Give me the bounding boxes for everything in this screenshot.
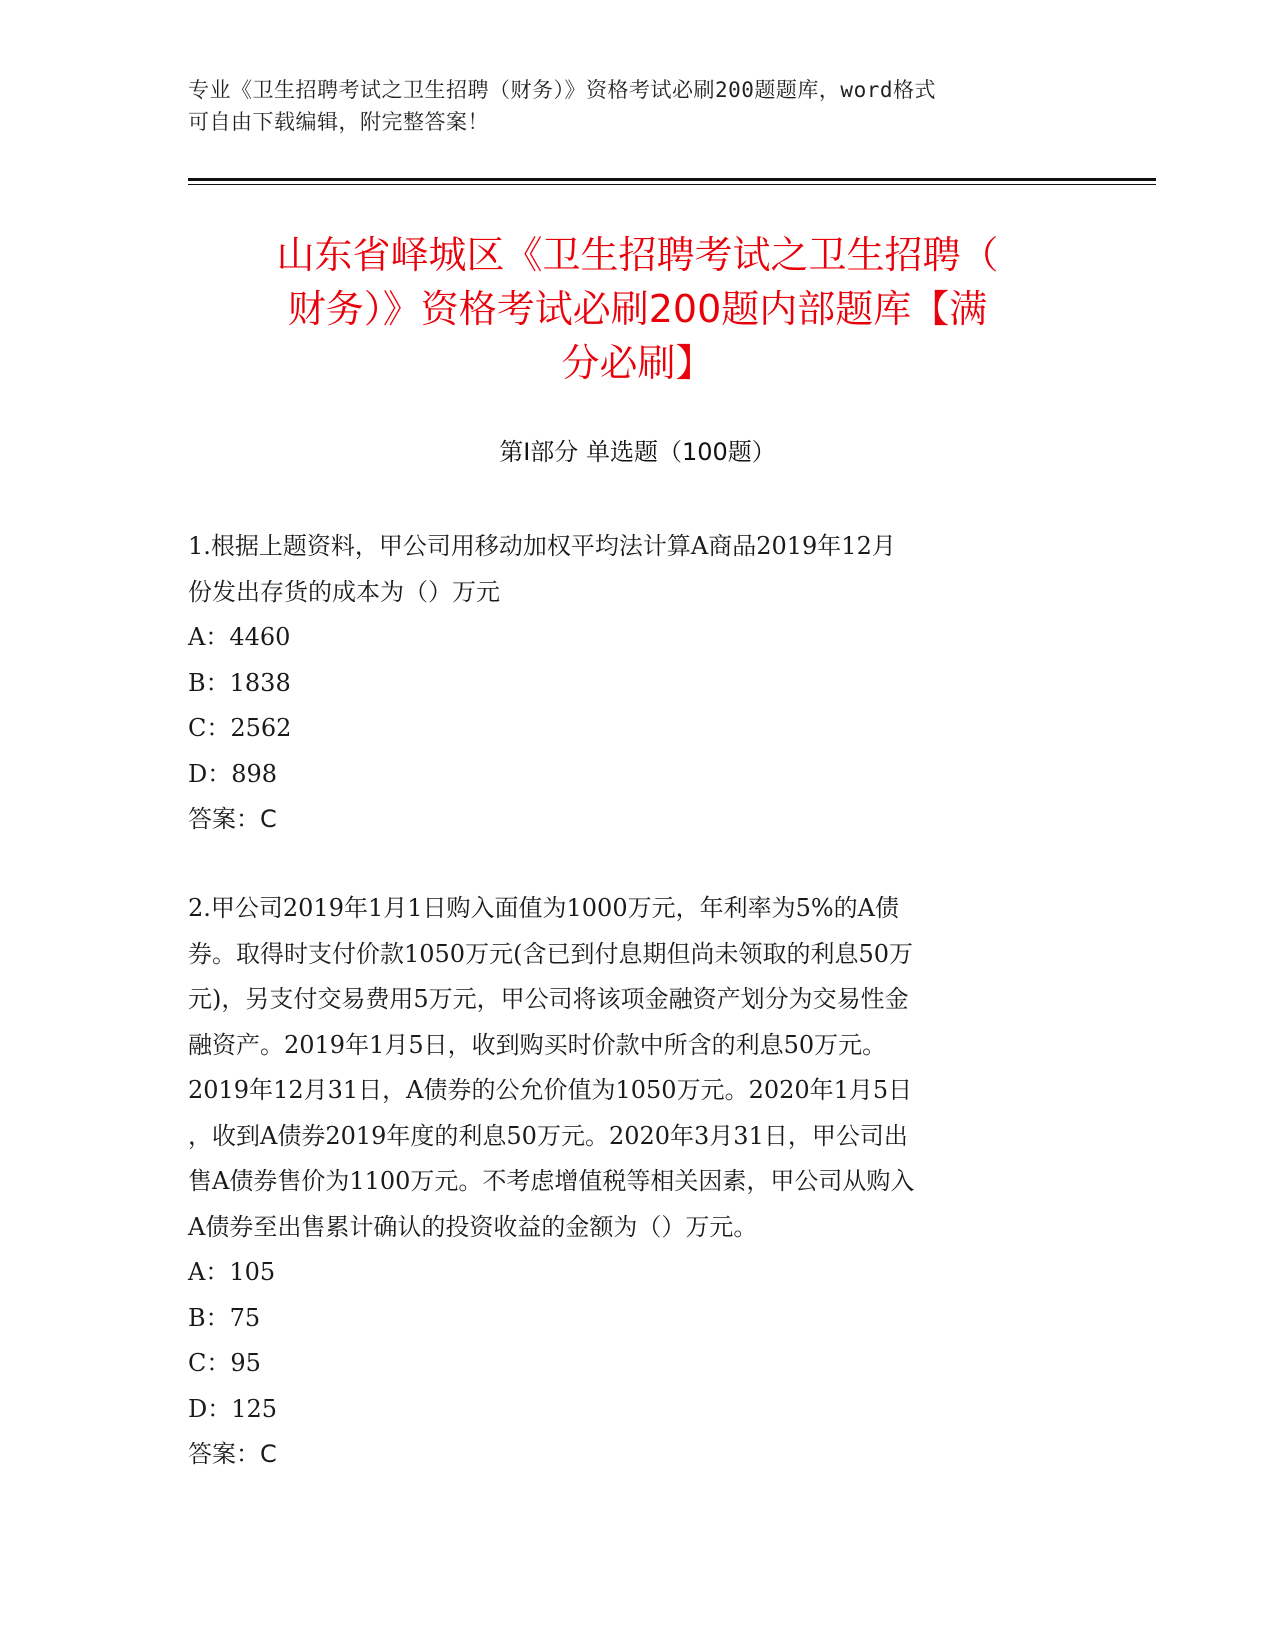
option-b: B：75 (188, 1303, 261, 1332)
answer-line: 答案：C (188, 805, 277, 833)
question-stem-line: 券。取得时支付价款1050万元(含已到付息期但尚未领取的利息50万 (188, 939, 913, 968)
page-title-line-3: 分必刷】 (561, 341, 714, 385)
option-a: A：4460 (188, 623, 291, 651)
header-divider-thick (188, 178, 1156, 181)
question-stem-line: A债券至出售累计确认的投资收益的金额为（）万元。 (188, 1212, 758, 1241)
header-note-line-2: 可自由下载编辑，附完整答案！ (188, 110, 489, 134)
option-d: D：125 (188, 1394, 278, 1423)
question-stem-line: ，收到A债券2019年度的利息50万元。2020年3月31日，甲公司出 (188, 1121, 908, 1150)
page-title-line-1: 山东省峄城区《卫生招聘考试之卫生招聘（ (276, 233, 999, 277)
section-heading: 第Ⅰ部分 单选题（100题） (499, 438, 776, 466)
question-stem-line: 1.根据上题资料，甲公司用移动加权平均法计算A商品2019年12月 (188, 532, 896, 560)
question-stem-line: 售A债券售价为1100万元。不考虑增值税等相关因素，甲公司从购入 (188, 1167, 915, 1195)
question-stem-line: 融资产。2019年1月5日，收到购买时价款中所含的利息50万元。 (188, 1030, 887, 1059)
option-d: D：898 (188, 759, 278, 788)
option-b: B：1838 (188, 668, 291, 697)
question-stem-line: 2019年12月31日，A债券的公允价值为1050万元。2020年1月5日 (188, 1076, 913, 1104)
header-note-line-1: 专业《卫生招聘考试之卫生招聘（财务）》资格考试必刷200题题库，word格式 (188, 78, 936, 102)
page-title (180, 228, 1095, 390)
header-note (188, 74, 1068, 138)
question-1 (188, 524, 1078, 843)
answer-line: 答案：C (188, 1440, 277, 1468)
question-stem-line: 2.甲公司2019年1月1日购入面值为1000万元，年利率为5%的A债 (188, 894, 899, 922)
question-stem-line: 元)，另支付交易费用5万元，甲公司将该项金融资产划分为交易性金 (188, 985, 909, 1013)
option-a: A：105 (188, 1258, 276, 1286)
question-stem-line: 份发出存货的成本为（）万元 (188, 577, 500, 606)
option-c: C：95 (188, 1349, 261, 1377)
question-2 (188, 886, 1078, 1478)
header-divider-thin (188, 184, 1156, 185)
option-c: C：2562 (188, 714, 292, 742)
page-title-line-2: 财务）》资格考试必刷200题内部题库【满 (287, 287, 988, 331)
